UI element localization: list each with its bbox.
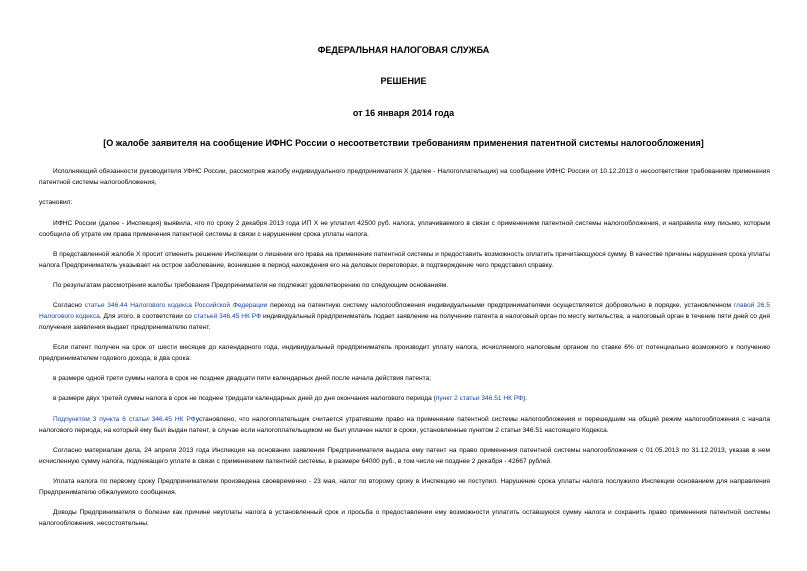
text-fragment: ). — [523, 395, 528, 402]
paragraph-arguments: Доводы Предпринимателя о болезни как причине неуплаты налога в установленный срок и просьба о предоставлении ему возможности уплатить оставшуюся сумму налога и сохранить право применения патентной системы налогообложения, несостоятельны. — [39, 509, 770, 528]
paragraph-result: По результатам рассмотрения жалобы требования Предпринимателя не подлежат удовлетворению по следующим основаниям. — [53, 282, 449, 289]
text-fragment: Согласно — [53, 302, 85, 309]
paragraph-loss-of-right — [39, 414, 770, 436]
link-chapter-26-5[interactable]: главой 26.5 Налогового кодекса — [39, 302, 770, 321]
document-date: от 16 января 2014 года — [352, 108, 455, 118]
link-point-2-article-346-51[interactable]: пункт 2 статьи 346.51 НК РФ — [435, 395, 524, 402]
document-subject: [О жалобе заявителя на сообщение ИФНС России о несоответствии требованиям применения патентной системы налогообложения] — [103, 138, 704, 148]
link-article-346-44[interactable]: статье 346.44 Налогового кодекса Российской Федерации — [84, 302, 268, 309]
paragraph-payment-terms: Если патент получен на срок от шести месяцев до календарного года, индивидуальный предприниматель производит уплату налога, исчисляемого налоговым органом по ставке 6% от потенциально возможного к получению предпринимателем годового дохода, в два срока: — [39, 344, 770, 363]
paragraph-first-term: в размере одной трети суммы налога в срок не позднее двадцати пяти календарных дней после начала действия патента; — [53, 375, 432, 382]
document-type-heading: РЕШЕНИЕ — [380, 76, 427, 86]
text-fragment: в размере двух третей суммы налога в срок не позднее тридцати календарных дней до дня окончания налогового периода ( — [53, 395, 436, 402]
paragraph-second-term — [39, 393, 770, 404]
text-fragment: индивидуальный предприниматель подает заявление на получение патента в налоговый орган по месту жительства, а налоговый орган в течение пяти дней со дня получения заявления выдает предпринимателю патент. — [39, 313, 770, 332]
text-fragment: переход на патентную систему налогообложения индивидуальными предпринимателями осуществляется добровольно в порядке, установленном — [267, 302, 734, 309]
agency-heading: ФЕДЕРАЛЬНАЯ НАЛОГОВАЯ СЛУЖБА — [317, 45, 490, 55]
paragraph-case-materials: Согласно материалам дела, 24 апреля 2013 года Инспекция на основании заявления Предпринимателя выдала ему патент на право применения патентной системы налогообложения с 01.05.2013 по 31.12.2013, указав в нем исчисленную сумму налога, подлежащего уплате в связи с применением патентной системы, в размере 64000 руб., в том числе не позднее 2 декабря - 42667 рублей. — [39, 447, 770, 466]
text-fragment: установлено, что налогоплательщик считается утратившим право на применение патентной системы налогообложения и перешедшим на общий режим налогообложения с начала налогового периода, на который ему был выдан патент, в случае если налогоплательщиком не был уплачен налог в сроки, установленные пунктом 2 статьи 346.51 настоящего Кодекса. — [39, 416, 770, 435]
link-article-346-45[interactable]: статьей 346.45 НК РФ — [193, 313, 262, 321]
paragraph-intro: Исполняющий обязанности руководителя УФНС России, рассмотрев жалобу индивидуального предпринимателя Х (далее - Налогоплательщик) на сообщение ИФНС России от 10.12.2013 о несоответствии требованиям применения патентной системы налогообложения, — [39, 168, 770, 187]
text-fragment: . Для этого, в соответствии со — [99, 313, 194, 321]
paragraph-legal-basis — [39, 300, 770, 334]
paragraph-inspection-finding: ИФНС России (далее - Инспекция) выявила, что по сроку 2 декабря 2013 года ИП Х не уплатил 42500 руб. налога, уплачиваемого в связи с применением патентной системы налогообложения, и направила ему письмо, которым сообщила об утрате им права применения патентной системы в связи с нарушением срока уплаты налога. — [39, 220, 770, 239]
link-subpoint-3-point-6-article-346-45[interactable]: Подпунктом 3 пункта 6 статьи 346.45 НК РФ — [53, 416, 196, 423]
paragraph-payment-status: Уплата налога по первому сроку Предпринимателем произведена своевременно - 23 мая, налог по второму сроку в Инспекцию не поступил. Нарушение срока уплаты налога послужило Инспекции основанием для направления Предпринимателю обжалуемого сообщения. — [39, 478, 770, 497]
paragraph-complaint: В представленной жалобе Х просит отменить решение Инспекции о лишении его права на применение патентной системы и предоставить возможность оплатить причитающуюся сумму. В качестве причины нарушения срока уплаты налога Предприниматель указывает на острое заболевание, возникшее в период нахождения его на деловых переговорах, в подтверждение чего представил справку. — [39, 251, 770, 270]
paragraph-established: установил: — [39, 199, 73, 206]
